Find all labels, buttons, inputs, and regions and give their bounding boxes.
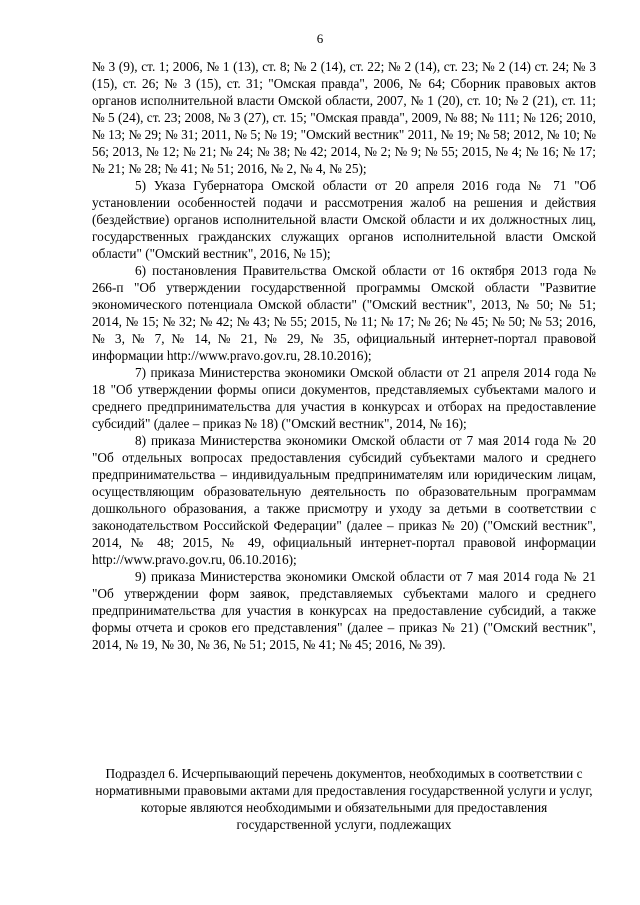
- paragraph-item-5: 5) Указа Губернатора Омской области от 20 апреля 2016 года № 71 "Об установлении особенностей подачи и рассмотрения жалоб на решения и действия (бездействие) органов исполнительной власти Омской области и их должностных лиц, государственных гражданских служащих органов исполнительной власти Омской области" ("Омский вестник", 2016, № 15);: [92, 178, 596, 261]
- document-body: [92, 58, 596, 653]
- paragraph-continuation: № 3 (9), ст. 1; 2006, № 1 (13), ст. 8; № 2 (14), ст. 22; № 2 (14), ст. 23; № 2 (14) ст. 24; № 3 (15), ст. 26; № 3 (15), ст. 31; "Омская правда", 2006, № 64; Сборник правовых актов органов исполнительной власти Омской области, 2007, № 1 (20), ст. 10; № 2 (21), ст. 11; № 5 (24), ст. 23; 2008, № 3 (27), ст. 15; "Омская правда", 2009, № 88; № 111; № 126; 2010, № 13; № 29; № 31; 2011, № 5; № 19; "Омский вестник" 2011, № 19; № 58; 2012, № 10; № 56; 2013, № 12; № 21; № 24; № 38; № 42; 2014, № 2; № 9; № 55; 2015, № 4; № 16; № 17; № 21; № 28; № 41; № 51; 2016, № 2, № 4, № 25);: [92, 59, 596, 176]
- paragraph-item-8: 8) приказа Министерства экономики Омской области от 7 мая 2014 года № 20 "Об отдельных вопросах предоставления субсидий субъектами малого и среднего предпринимательства – индивидуальным предпринимателям или юридическим лицам, осуществляющим образовательную деятельность по образовательным программам дошкольного образования, а также присмотру и уходу за детьми в соответствии с законодательством Российской Федерации" (далее – приказ № 20) ("Омский вестник", 2014, № 48; 2015, № 49, официальный интернет-портал правовой информации http://www.pravo.gov.ru, 06.10.2016);: [92, 433, 596, 567]
- paragraph-item-9: 9) приказа Министерства экономики Омской области от 7 мая 2014 года № 21 "Об утверждении форм заявок, представляемых субъектами малого и среднего предпринимательства для участия в конкурсах на предоставление субсидий, а также формы отчета и сроков его представления" (далее – приказ № 21) ("Омский вестник", 2014, № 19, № 30, № 36, № 51; 2015, № 41; № 45; 2016, № 39).: [92, 569, 596, 652]
- section-heading: Подраздел 6. Исчерпывающий перечень документов, необходимых в соответствии с нормативными правовыми актами для предоставления государственной услуги и услуг, которые являются необходимыми и обязательными для предоставления государственной услуги, подлежащих: [95, 766, 593, 832]
- page-number: 6: [316, 31, 324, 46]
- paragraph-item-6: 6) постановления Правительства Омской области от 16 октября 2013 года № 266-п "Об утверждении государственной программы Омской области "Развитие экономического потенциала Омской области" ("Омский вестник", 2013, № 50; № 51; 2014, № 15; № 32; № 42; № 43; № 55; 2015, № 11; № 17; № 26; № 45; № 50; № 53; 2016, № 3, № 7, № 14, № 21, № 29, № 35, официальный интернет-портал правовой информации http://www.pravo.gov.ru, 28.10.2016);: [92, 263, 596, 363]
- paragraph-item-7: 7) приказа Министерства экономики Омской области от 21 апреля 2014 года № 18 "Об утверждении формы описи документов, представляемых субъектами малого и среднего предпринимательства для участия в конкурсах и отборах на предоставление субсидий" (далее – приказ № 18) ("Омский вестник", 2014, № 16);: [92, 365, 596, 431]
